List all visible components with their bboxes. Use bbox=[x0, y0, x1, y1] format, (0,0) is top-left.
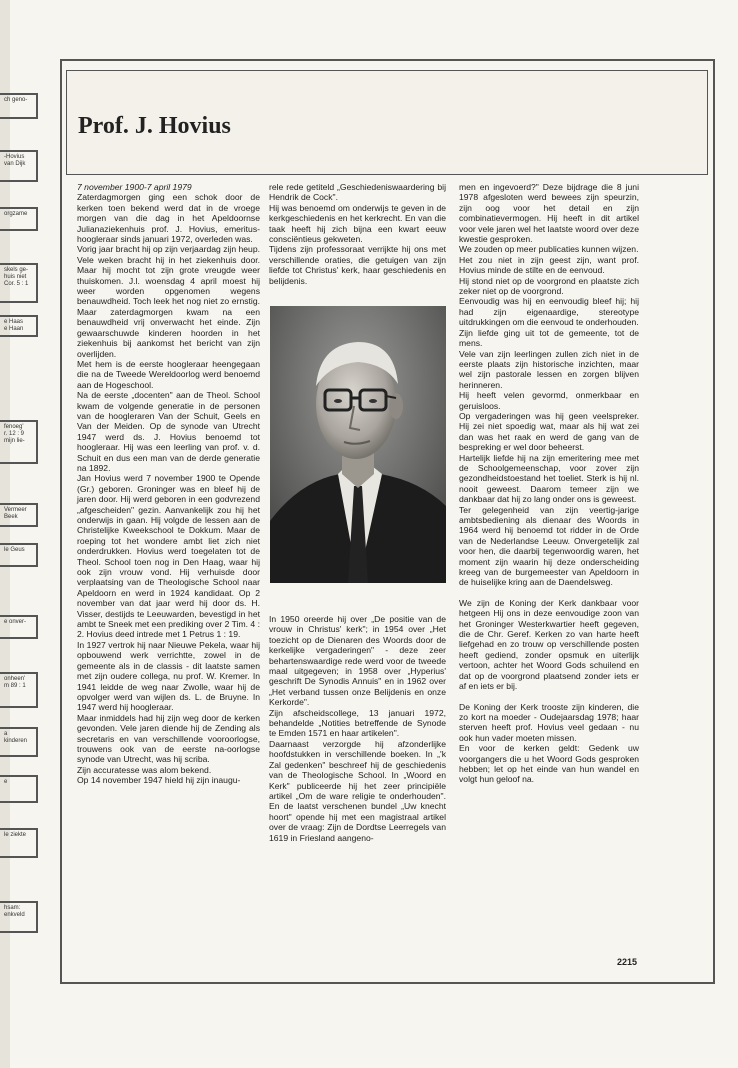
paragraph: Jan Hovius werd 7 november 1900 te Opende (Gr.) geboren. Groninger was en bleef hij de jaren door. Hij werd geboren in een godvrezend „afgescheiden" gezin. Aanvankelijk zou hij het onderwijs in gaan. Hij volgde de lessen aan de Christelijke Kweekschool te Dokkum. Maar de roeping tot het wondere ambt liet zich niet onderdrukken. Hovius werd toegelaten tot de Theol. School toen nog in Den Haag, waar hij ook zijn vrouw vond. Hij verhuisde door verplaatsing van de Theologische School naar Apeldoorn en werd in 1924 kandidaat. Op 2 november van dat jaar werd hij door ds. H. Visser, destijds te Leeuwarden, bevestigd in het ambt te Sneek met een prediking over 2 Tim. 4 : 2. Hovius deed intrede met 1 Petrus 1 : 19. bbox=[77, 473, 260, 640]
paragraph: men en ingevoerd?" Deze bijdrage die 8 juni 1978 afgesloten werd bewees zijn speurzin, zijn oog voor het detail en zijn combinatievermogen. Hij heeft in dit artikel voor vele jaren wel het laatste woord over deze kwestie gesproken. bbox=[459, 182, 639, 245]
paragraph: We zijn de Koning der Kerk dankbaar voor hetgeen Hij ons in deze eenvoudige zoon van het Groninger Westerkwartier heeft gegeven, die de Chr. Geref. Kerken zo van harte heeft liefgehad en zo trouw op verschillende posten heeft gediend, zonder opsmuk en uiterlijk vertoon, achter het Woord Gods schuilend en dat op de voorgrond plaatsend zonder iets er af en iets er bij. bbox=[459, 597, 639, 692]
margin-snippet bbox=[0, 503, 38, 527]
margin-snippet bbox=[0, 775, 38, 803]
margin-snippet bbox=[0, 93, 38, 119]
margin-snippet bbox=[0, 727, 38, 757]
article-title: Prof. J. Hovius bbox=[78, 113, 231, 139]
paragraph: In 1950 oreerde hij over „De positie van de vrouw in Christus' kerk"; in 1954 over „Het toezicht op de Dienaren des Woords door de kerkelijke vergaderingen" - deze zeer behartenswaardige rede werd voor de tweede maal uitgegeven; in 1958 over „Hyperius' geschrift De Synodis Annuis" en in 1962 over „Het verband tussen onze Belijdenis en onze Kerkorde". bbox=[269, 614, 446, 708]
paragraph: We zouden op meer publicaties kunnen wijzen. bbox=[459, 244, 639, 255]
paragraph: Zaterdagmorgen ging een schok door de kerken toen bekend werd dat in de vroege morgen van die dag in het Apeldoornse Julianaziekenhuis prof. J. Hovius, emeritus-hoogleraar sinds januari 1972, overleden was. bbox=[77, 192, 260, 245]
paragraph: Na de eerste „docenten" aan de Theol. School kwam de volgende generatie in de personen van de hoogleraren Van der Schuit, Geels en Van der Meiden. Op de synode van Utrecht 1947 werd ds. J. Hovius benoemd tot hoogleraar. Hij was een leerling van prof. v. d. Schuit en dus een man van de derde generatie na 1892. bbox=[77, 390, 260, 473]
paragraph: Zijn liefde ging uit tot de gemeente, tot de mens. bbox=[459, 327, 639, 349]
column-3 bbox=[459, 182, 639, 785]
article-dateline: 7 november 1900-7 april 1979 bbox=[77, 182, 192, 192]
paragraph: In 1927 vertrok hij naar Nieuwe Pekela, waar hij opbouwend werk verrichtte, zowel in de gemeente als in de classis - dit laatste samen met zijn oudere collega, nu prof. W. Kremer. In 1941 leidde de weg naar Zwolle, waar hij de opvolger werd van wijlen ds. L. de Bruyne. In 1947 werd hij hoogleraar. bbox=[77, 639, 260, 713]
paragraph: Hartelijk liefde hij na zijn emeritering mee met de Schoolgemeenschap, voor zover zijn gezondheidstoestand het toeliet. Sterk is hij nl. nooit geweest. Daarom temeer zijn we dankbaar dat hij zo lang onder ons is geweest. bbox=[459, 452, 639, 505]
margin-snippet bbox=[0, 315, 38, 337]
margin-snippet bbox=[0, 420, 38, 464]
margin-snippet bbox=[0, 901, 38, 933]
paragraph: Maar inmiddels had hij zijn weg door de kerken gevonden. Vele jaren diende hij de Zending als secretaris en van verschillende vooroorlogse, trouwens ook van de eerste na-oorlogse synode van Utrecht, was hij scriba. bbox=[77, 712, 260, 765]
paragraph: Daarnaast verzorgde hij afzonderlijke hoofdstukken in verschillende boeken. In „'k Zal gedenken" beschreef hij de geschiedenis van de Theologische School. In „Woord en Kerk" publiceerde hij het zeer principiële artikel „Om de ware religie te onderhouden". En de laatst verschenen bundel „Uw knecht hoort" opende hij met een magistraal artikel over de vraag: Zijn de Dordtse Leerregels van 1619 in Friesland aangeno- bbox=[269, 738, 446, 843]
margin-snippet-line: e Haan bbox=[4, 326, 24, 332]
column-2-top bbox=[269, 182, 446, 286]
margin-snippet-line: le ziekte bbox=[4, 832, 27, 838]
margin-snippet bbox=[0, 150, 38, 182]
margin-snippet-line: hsam: bbox=[4, 905, 21, 911]
paragraph: Op vergaderingen was hij geen veelspreker. Hij zei niet spoedig wat, maar als hij wat zei dan was het raak en werd de gang van de bespreking er wel door beheerst. bbox=[459, 410, 639, 453]
margin-snippet-line: m 89 : 1 bbox=[4, 683, 26, 689]
paragraph: Met hem is de eerste hoogleraar heengegaan die na de Tweede Wereldoorlog werd benoemd aan de Hogeschool. bbox=[77, 358, 260, 390]
paragraph-gap bbox=[459, 588, 639, 598]
page-number: 2215 bbox=[617, 957, 638, 967]
paragraph: Vele van zijn leerlingen zullen zich niet in de eerste plaats zijn historische inzichten, maar wel zijn pastorale lessen en zorgen blijven herinneren. bbox=[459, 348, 639, 390]
paragraph: De Koning der Kerk trooste zijn kinderen, die zo kort na moeder - Oudejaarsdag 1978; haar sterven heeft prof. Hovius veel gedaan - nu ook hun vader moeten missen. bbox=[459, 701, 639, 743]
paragraph: Eenvoudig was hij en eenvoudig bleef hij; hij had zijn eigenaardige, stereotype uitdrukkingen om die eenvoud te onderhouden. bbox=[459, 296, 639, 328]
margin-snippet bbox=[0, 672, 38, 708]
paragraph: Tijdens zijn professoraat verrijkte hij ons met verschillende oraties, die getuigen van zijn liefde tot Christus' kerk, haar geschiedenis en belijdenis. bbox=[269, 244, 446, 286]
margin-snippet-line: fenoeg' bbox=[4, 424, 24, 430]
paragraph: Hij stond niet op de voorgrond en plaatste zich zeker niet op de voorgrond. bbox=[459, 275, 639, 297]
margin-snippet bbox=[0, 615, 38, 639]
paragraph: Vorig jaar bracht hij op zijn verjaardag zijn heup. Vele weken bracht hij in het ziekenhuis door. Maar hij mocht tot zijn grote vreugde weer thuiskomen. J.l. woensdag 4 april moest hij weer worden opgenomen wegens benauwdheid. Toch leek het nog niet zo ernstig. Maar zaterdagmorgen kwam na een benauwdheid vrij onverwacht het einde. Zijn gewaarschuwde kinderen hoorden in het ziekenhuis bij aankomst het bericht van zijn overlijden. bbox=[77, 244, 260, 359]
paragraph: rele rede getiteld „Geschiedeniswaardering bij Hendrik de Cock". bbox=[269, 182, 446, 203]
margin-snippet-line: onheen' bbox=[4, 676, 26, 682]
margin-snippet-line: -Hovius bbox=[4, 154, 25, 160]
margin-snippet bbox=[0, 543, 38, 567]
paragraph: Zijn afscheidscollege, 13 januari 1972, behandelde „Notities betreffende de Synode te Emden 1571 en haar artikelen". bbox=[269, 707, 446, 739]
margin-snippet-line: huis niet bbox=[4, 274, 27, 280]
paragraph: Ter gelegenheid van zijn veertig-jarige ambtsbediening als dienaar des Woords in 1964 werd hij benoemd tot ridder in de Orde van de Nederlandse Leeuw. Onvergetelijk zal voor hen, die daarbij tegenwoordig waren, het moment zijn waarin hij deze onderscheiding kreeg van de burgemeester van Apeldoorn in de huiselijke kring aan de Daendelsweg. bbox=[459, 504, 639, 588]
margin-snippet-line: e bbox=[4, 779, 8, 785]
margin-snippet-line: Cor. 5 : 1 bbox=[4, 281, 29, 287]
portrait-image bbox=[270, 306, 446, 583]
paragraph-gap bbox=[459, 692, 639, 702]
margin-snippet-line: van Dijk bbox=[4, 161, 26, 167]
margin-snippet bbox=[0, 263, 38, 303]
column-2-bottom bbox=[269, 614, 446, 843]
margin-snippet-line: e onver- bbox=[4, 619, 27, 625]
margin-snippet bbox=[0, 828, 38, 858]
margin-snippet-line: a bbox=[4, 731, 8, 737]
margin-snippet-line: Beek bbox=[4, 514, 18, 520]
paragraph: En voor de kerken geldt: Gedenk uw voorgangers die u het Woord Gods gesproken hebben; let op het einde van hun wandel en volgt hun geloof na. bbox=[459, 743, 639, 785]
margin-snippet-line: e Haas bbox=[4, 319, 24, 325]
margin-snippet-line: skels ge- bbox=[4, 267, 29, 273]
previous-page-margin bbox=[0, 75, 40, 955]
paragraph: Hij was benoemd om onderwijs te geven in de kerkgeschiedenis en het kerkrecht. En van die taak heeft hij zich bijna een kwart eeuw consciëntieus gekweten. bbox=[269, 202, 446, 245]
paragraph: Hij heeft velen gevormd, onmerkbaar en geruisloos. bbox=[459, 390, 639, 411]
paragraph: Het zou niet in zijn geest zijn, want prof. Hovius minde de stilte en de eenvoud. bbox=[459, 254, 639, 276]
paragraph: Op 14 november 1947 hield hij zijn inaugu- bbox=[77, 775, 241, 786]
margin-snippet-line: kinderen bbox=[4, 738, 28, 744]
paragraph: Zijn accuratesse was alom bekend. bbox=[77, 764, 212, 775]
margin-snippet-line: ch geno- bbox=[4, 97, 28, 103]
margin-snippet-line: Vermeer bbox=[4, 507, 27, 513]
column-1 bbox=[77, 182, 260, 786]
margin-snippet-line: orgzame bbox=[4, 211, 28, 217]
margin-snippet-line: le Geus bbox=[4, 547, 25, 553]
margin-snippet-line: mijn lie- bbox=[4, 438, 25, 444]
margin-snippet bbox=[0, 207, 38, 231]
margin-snippet-line: r. 12 : 9 bbox=[4, 431, 25, 437]
portrait-photo bbox=[270, 306, 446, 583]
margin-snippet-line: enkveld bbox=[4, 912, 25, 918]
